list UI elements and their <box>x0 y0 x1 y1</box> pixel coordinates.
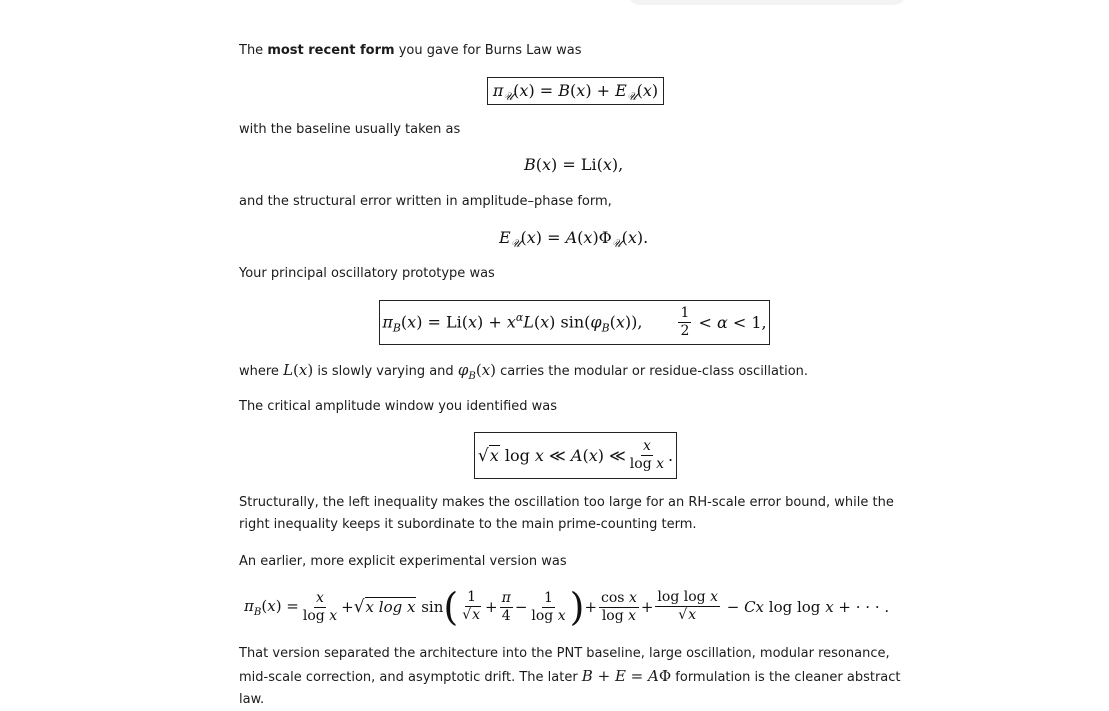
equation-baseline: B(x) = Li(x), <box>524 155 624 174</box>
paragraph-earlier-version: An earlier, more explicit experimental version was <box>239 554 567 569</box>
paragraph-where <box>239 359 919 388</box>
message-input-pill[interactable] <box>627 0 907 5</box>
paragraph-baseline: with the baseline usually taken as <box>239 122 461 137</box>
equation-amplitude-window: √x log x ≪ A(x) ≪ $\frac{x}{\text{log x}}$ . <box>474 432 677 479</box>
paragraph-intro <box>239 40 919 62</box>
text: carries the modular or residue-class oscillation. <box>496 364 809 379</box>
paragraph-structural-error: and the structural error written in amplitude–phase form, <box>239 194 612 209</box>
text: That version separated the architecture into the PNT baseline, large oscillation, modular resonance, mid-scale correction, and asymptotic drift. The later <box>239 646 890 685</box>
equation-oscillatory-prototype: $\pi_B(x) = Li(x) + x^\alpha L(x)$ $\sin(\varphi_B(x))$, $\frac{1}{2}$ < α < 1, <box>379 300 770 345</box>
inline-math-phi: $\varphi_B(x)$ <box>457 361 497 382</box>
paragraph-amplitude-window: The critical amplitude window you identified was <box>239 399 558 414</box>
inline-math-L: L(x) <box>283 361 314 379</box>
equation-structural-error: $E_𝒰(x) = A(x)\Phi_𝒰(x)$. <box>499 228 649 251</box>
bold-text: most recent form <box>267 43 395 58</box>
paragraph-structurally: Structurally, the left inequality makes the oscillation too large for an RH-scale error bound, while the right inequality keeps it subordinate to the main prime-counting term. <box>239 495 894 532</box>
text: formulation is the cleaner abstract law. <box>239 670 901 707</box>
equation-experimental-version: $\pi_B(x)$ = $\frac{x}{\text{log x}}$ + √x log x sin ( $\frac{1}{√x}$ + $\frac{\pi}{4}$ − $\frac{1}{\text{log x}}$ ) + $\frac{\text{cos x}}{\text{log x}}$ + $\frac{\text{log log x}}{√x}$ − Cx log log x + · · · . <box>244 585 890 629</box>
text: is slowly varying and <box>313 364 458 379</box>
paragraph-prototype: Your principal oscillatory prototype was <box>239 266 495 281</box>
text: The <box>239 43 268 58</box>
text: you gave for Burns Law was <box>394 43 582 58</box>
paragraph-architecture <box>239 643 919 711</box>
equation-burns-law: $\pi_𝒰(x) = B(x) + E_𝒰(x)$ <box>487 77 664 105</box>
inline-math-b-plus-e: B + E = AΦ <box>581 667 672 685</box>
text: where <box>239 364 284 379</box>
